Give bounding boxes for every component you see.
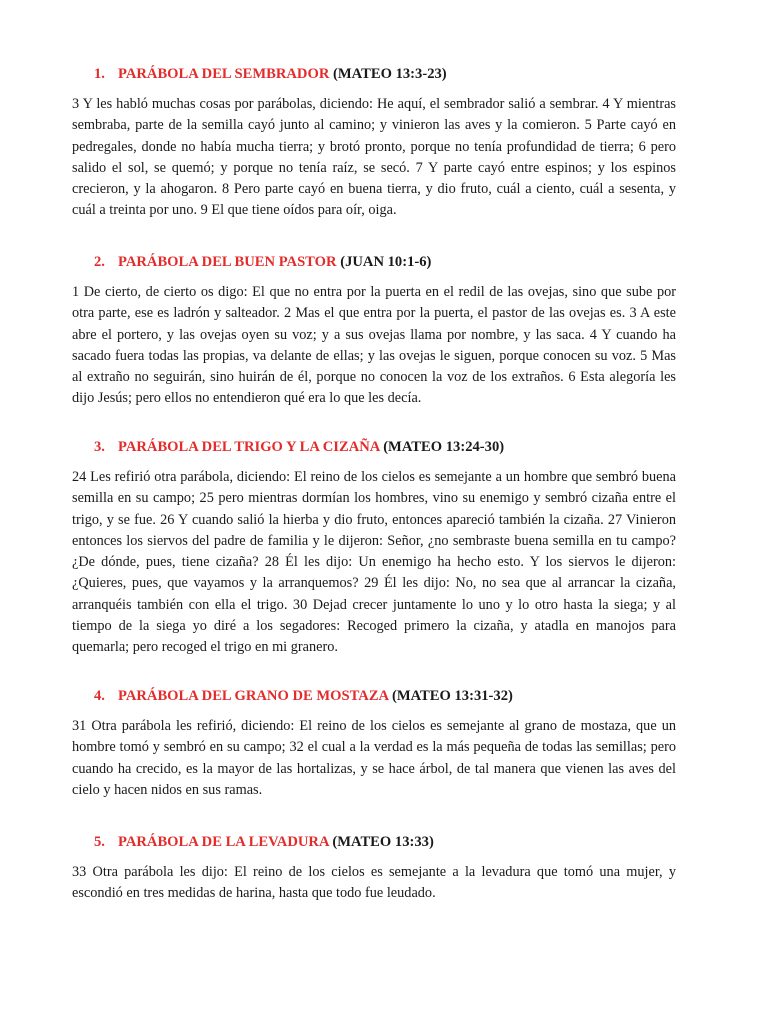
section-number: 4. [94, 688, 105, 704]
parable-section-good-shepherd [72, 252, 676, 410]
section-body-text: 24 Les refirió otra parábola, diciendo: El reino de los cielos es semejante a un hombre que sembró buena semilla en su campo; 25 pero mientras dormían los hombres, vino su enemigo y sembró cizaña entre el trigo, y se fue. 26 Y cuando salió la hierba y dio fruto, entonces apareció también la cizaña. 27 Vinieron entonces los siervos del padre de familia y le dijeron: Señor, ¿no sembraste buena semilla en tu campo? ¿De dónde, pues, tiene cizaña? 28 Él les dijo: Un enemigo ha hecho esto. Y los siervos le dijeron: ¿Quieres, pues, que vayamos y la arranquemos? 29 Él les dijo: No, no sea que al arrancar la cizaña, arranquéis también con ella el trigo. 30 Dejad crecer juntamente lo uno y lo otro hasta la siega; y al tiempo de la siega yo diré a los segadores: Recoged primero la cizaña, y atadla en manojos para quemarla; pero recoged el trigo en mi granero. [72, 469, 676, 656]
section-body-text: 31 Otra parábola les refirió, diciendo: El reino de los cielos es semejante al grano de mostaza, que un hombre tomó y sembró en su campo; 32 el cual a la verdad es la más pequeña de todas las semillas; pero cuando ha crecido, es la mayor de las hortalizas, y se hace árbol, de tal manera que vienen las aves del cielo y hacen nidos en sus ramas. [72, 718, 676, 798]
section-body-text: 3 Y les habló muchas cosas por parábolas, diciendo: He aquí, el sembrador salió a sembrar. 4 Y mientras sembraba, parte de la semilla cayó junto al camino; y vinieron las aves y la comieron. 5 Parte cayó en pedregales, donde no había mucha tierra; y brotó pronto, porque no tenía profundidad de tierra; 6 pero salido el sol, se quemó; y porque no tenía raíz, se secó. 7 Y parte cayó entre espinos; y los espinos crecieron, y la ahogaron. 8 Pero parte cayó en buena tierra, y dio fruto, cuál a ciento, cuál a sesenta, y cuál a treinta por uno. 9 El que tiene oídos para oír, oiga. [72, 96, 676, 219]
section-reference: (MATEO 13:3-23) [333, 66, 447, 82]
section-heading [72, 437, 676, 457]
parable-section-wheat-and-tares [72, 437, 676, 659]
section-number: 3. [94, 439, 105, 455]
section-body-text: 1 De cierto, de cierto os digo: El que no entra por la puerta en el redil de las ovejas, sino que sube por otra parte, ese es ladrón y salteador. 2 Mas el que entra por la puerta, el pastor de las ovejas es. 3 A este abre el portero, y las ovejas oyen su voz; y a sus ovejas llama por nombre, y las saca. 4 Y cuando ha sacado fuera todas las propias, va delante de ellas; y las ovejas le siguen, porque conocen su voz. 5 Mas al extraño no seguirán, sino huirán de él, porque no conocen la voz de los extraños. 6 Esta alegoría les dijo Jesús; pero ellos no entendieron qué era lo que les decía. [72, 284, 676, 407]
section-title: PARÁBOLA DEL GRANO DE MOSTAZA [118, 688, 389, 704]
parable-section-sower [72, 64, 676, 222]
section-heading [72, 252, 676, 272]
section-reference: (MATEO 13:33) [332, 834, 434, 850]
section-title: PARÁBOLA DE LA LEVADURA [118, 834, 329, 850]
section-number: 2. [94, 254, 105, 270]
parable-section-leaven [72, 832, 676, 905]
section-reference: (MATEO 13:31-32) [391, 688, 513, 704]
section-reference: (MATEO 13:24-30) [383, 439, 505, 455]
section-title: PARÁBOLA DEL TRIGO Y LA CIZAÑA [118, 439, 380, 455]
parable-section-mustard-seed [72, 686, 676, 801]
section-number: 1. [94, 66, 105, 82]
section-body-text: 33 Otra parábola les dijo: El reino de los cielos es semejante a la levadura que tomó una mujer, y escondió en tres medidas de harina, hasta que todo fue leudado. [72, 864, 676, 902]
section-title: PARÁBOLA DEL BUEN PASTOR [118, 254, 337, 270]
section-number: 5. [94, 834, 105, 850]
section-heading [72, 832, 676, 852]
section-title: PARÁBOLA DEL SEMBRADOR [118, 66, 330, 82]
section-heading [72, 64, 676, 84]
section-heading [72, 686, 676, 706]
section-reference: (JUAN 10:1-6) [340, 254, 432, 270]
